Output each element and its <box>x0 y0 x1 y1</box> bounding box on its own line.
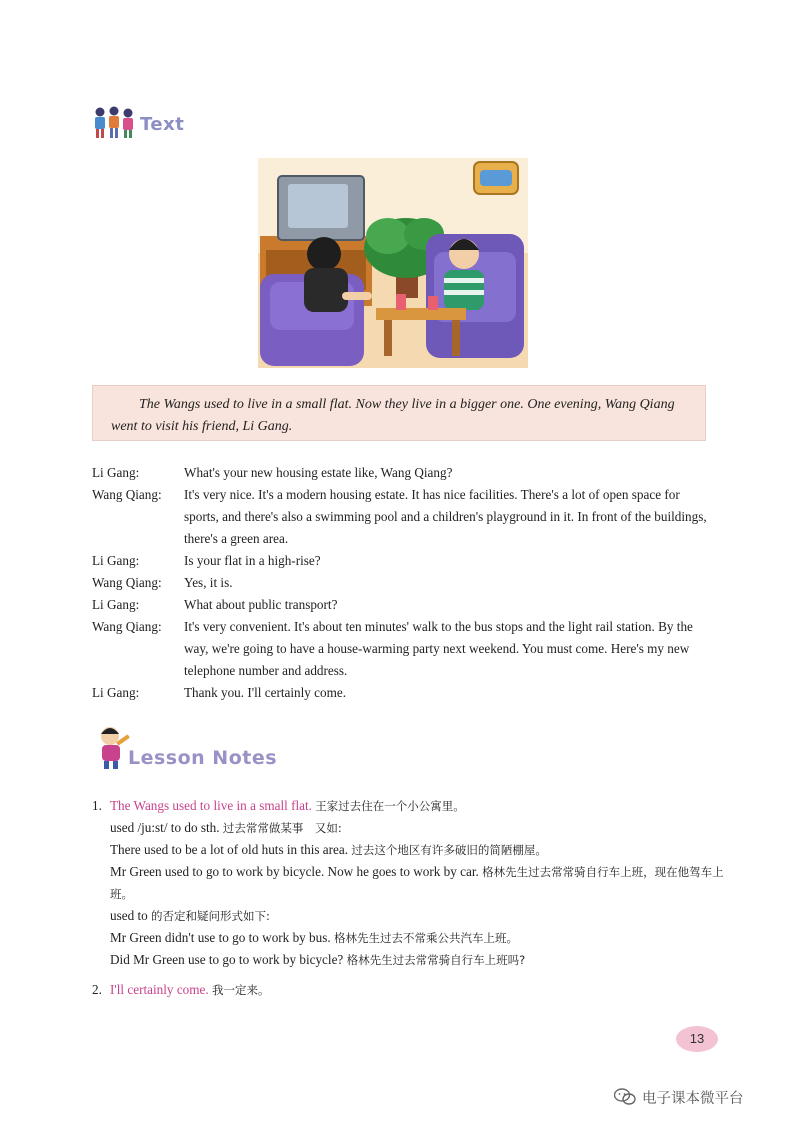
note-translation: 格林先生过去常常骑自行车上班吗? <box>346 953 526 967</box>
note-item <box>92 795 732 817</box>
boy-with-pencil-icon <box>92 724 132 770</box>
note-example: I'll certainly come. <box>110 982 209 997</box>
intro-box <box>92 385 706 441</box>
speaker-name: Li Gang: <box>92 597 140 612</box>
speaker-name: Li Gang: <box>92 685 140 700</box>
note-sentence: There used to be a lot of old huts in this area. <box>110 842 349 857</box>
dialogue-line <box>92 484 712 550</box>
note-sentence: Did Mr Green use to go to work by bicycle? <box>110 952 344 967</box>
speech-text: It's very convenient. It's about ten minutes' walk to the bus stops and the light rail station. By the way, we're going to have a house-warming party next weekend. You must come. Here's my new telephone number and address. <box>184 619 693 678</box>
dialogue-line <box>92 550 712 572</box>
dialogue-line <box>92 572 712 594</box>
speaker-name: Wang Qiang: <box>92 487 162 502</box>
dialogue-line <box>92 462 712 484</box>
page-number: 13 <box>676 1026 718 1052</box>
children-icon <box>92 106 138 140</box>
note-line <box>92 949 732 971</box>
speaker-name: Li Gang: <box>92 465 140 480</box>
dialogue-line <box>92 616 712 682</box>
note-item <box>92 979 732 1001</box>
speaker-name: Wang Qiang: <box>92 619 162 634</box>
note-sentence: Mr Green didn't use to go to work by bus. <box>110 930 331 945</box>
note-translation: 格林先生过去不常乘公共汽车上班。 <box>333 931 518 945</box>
note-line <box>92 927 732 949</box>
section-title-text: Text <box>140 114 185 135</box>
dialogue-line <box>92 594 712 616</box>
speech-text: Thank you. I'll certainly come. <box>184 685 347 700</box>
dialogue-line <box>92 682 712 704</box>
note-example: The Wangs used to live in a small flat. <box>110 798 312 813</box>
note-translation: 过去这个地区有许多破旧的简陋棚屋。 <box>351 843 547 857</box>
note-translation: 过去常常做某事 又如: <box>222 821 342 835</box>
section-title-lesson-notes: Lesson Notes <box>128 747 278 769</box>
intro-text: The Wangs used to live in a small flat. Now they live in a bigger one. One evening, Wang Qiang went to visit his friend, Li Gang. <box>111 397 675 434</box>
note-translation: 我一定来。 <box>211 983 270 997</box>
note-phrase: used /ju:st/ to do sth. <box>110 820 220 835</box>
note-translation: 格林先生过去常常骑自行车上班，现在他驾车上班。 <box>110 865 724 901</box>
watermark <box>614 1084 744 1110</box>
note-line <box>92 905 732 927</box>
speaker-name: Wang Qiang: <box>92 575 162 590</box>
note-line <box>92 861 732 905</box>
speech-text: Is your flat in a high-rise? <box>184 553 321 568</box>
wechat-icon <box>614 1088 636 1106</box>
note-sentence: Mr Green used to go to work by bicycle. Now he goes to work by car. <box>110 864 479 879</box>
note-line <box>92 817 732 839</box>
speech-text: What's your new housing estate like, Wang Qiang? <box>184 465 453 480</box>
living-room-illustration <box>258 158 528 368</box>
note-number: 1. <box>92 798 102 813</box>
speech-text: It's very nice. It's a modern housing estate. It has nice facilities. There's a lot of open space for sports, and there's also a swimming pool and a children's playground in it. In front of the buildings, there's a green area. <box>184 487 707 546</box>
note-line <box>92 839 732 861</box>
speech-text: Yes, it is. <box>184 575 233 590</box>
watermark-text: 电子课本微平台 <box>642 1090 744 1107</box>
note-translation: 王家过去住在一个小公寓里。 <box>315 799 465 813</box>
note-number: 2. <box>92 982 102 997</box>
note-phrase: used to <box>110 908 148 923</box>
lesson-notes <box>92 795 732 1001</box>
note-translation: 的否定和疑问形式如下: <box>151 909 270 923</box>
speaker-name: Li Gang: <box>92 553 140 568</box>
speech-text: What about public transport? <box>184 597 338 612</box>
dialogue <box>92 462 712 704</box>
